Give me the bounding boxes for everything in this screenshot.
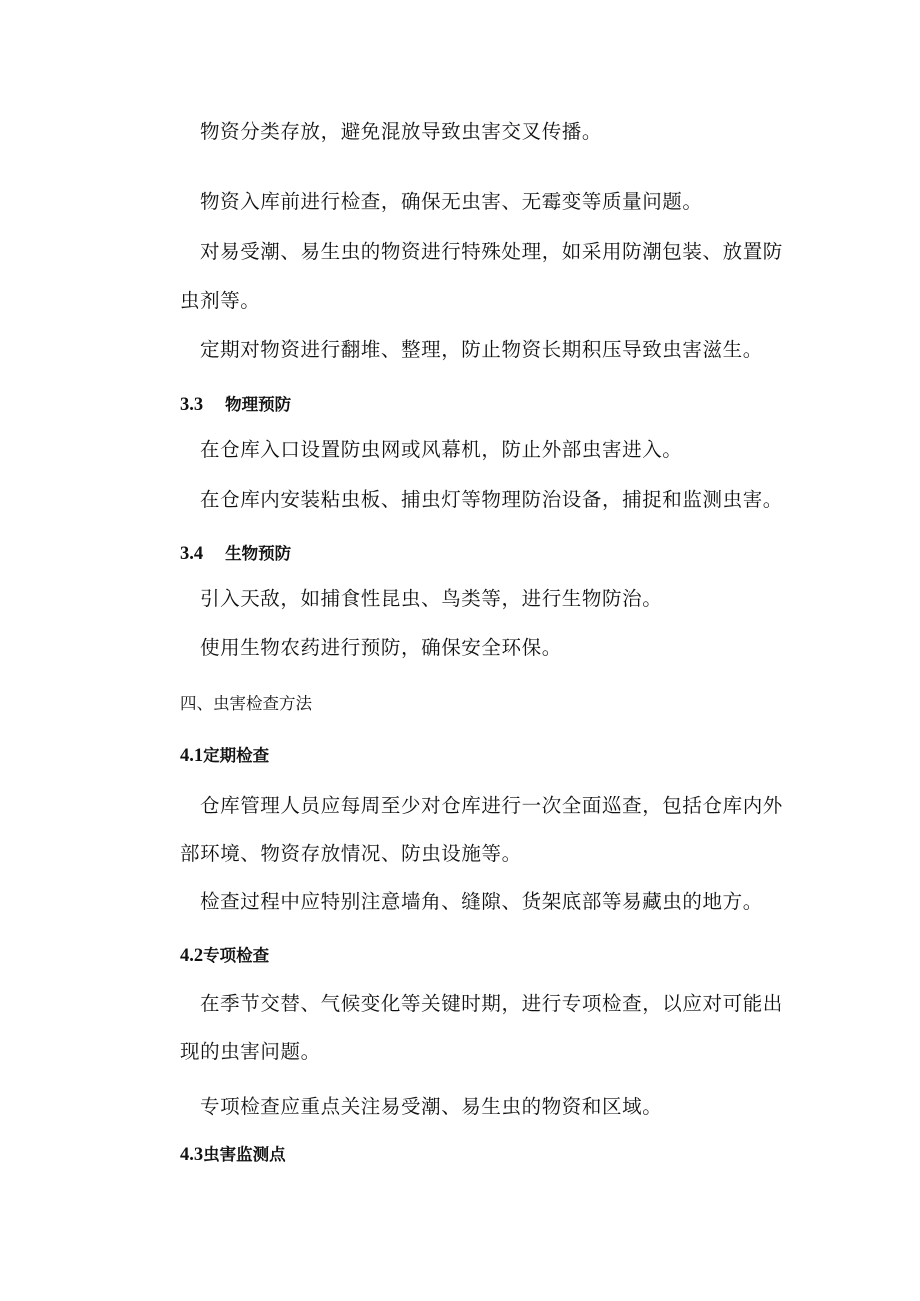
section-heading-4-3 [180, 1144, 286, 1166]
paragraph-line: 专项检查应重点关注易受潮、易生虫的物资和区域。 [200, 1095, 663, 1118]
paragraph-line: 部环境、物资存放情况、防虫设施等。 [180, 842, 522, 865]
chapter-heading: 四、虫害检查方法 [180, 694, 312, 713]
paragraph-line: 引入天敌，如捕食性昆虫、鸟类等，进行生物防治。 [200, 587, 663, 610]
paragraph-line: 检查过程中应特别注意墙角、缝隙、货架底部等易藏虫的地方。 [200, 890, 763, 913]
section-number: 4.3 [180, 1145, 204, 1165]
section-title: 物理预防 [225, 395, 292, 414]
section-title: 专项检查 [203, 946, 270, 965]
paragraph-line: 仓库管理人员应每周至少对仓库进行一次全面巡查，包括仓库内外 [200, 794, 783, 817]
paragraph-line: 在仓库入口设置防虫网或风幕机，防止外部虫害进入。 [200, 438, 683, 461]
section-number: 4.2 [180, 946, 204, 966]
section-number: 4.1 [180, 746, 204, 766]
section-number: 3.4 [180, 544, 204, 564]
section-heading-3-3 [180, 394, 291, 416]
paragraph-line: 定期对物资进行翻堆、整理，防止物资长期积压导致虫害滋生。 [200, 338, 763, 361]
paragraph-line: 使用生物农药进行预防，确保安全环保。 [200, 636, 562, 659]
section-heading-4-1 [180, 745, 269, 767]
section-title: 虫害监测点 [203, 1145, 286, 1164]
paragraph-line: 现的虫害问题。 [180, 1040, 321, 1063]
section-title: 生物预防 [225, 544, 292, 563]
paragraph-line: 虫剂等。 [180, 289, 261, 312]
section-heading-3-4 [180, 543, 291, 565]
paragraph-line: 对易受潮、易生虫的物资进行特殊处理，如采用防潮包装、放置防 [200, 240, 783, 263]
paragraph-line: 物资分类存放，避免混放导致虫害交叉传播。 [200, 120, 603, 143]
paragraph-line: 在仓库内安装粘虫板、捕虫灯等物理防治设备，捕捉和监测虫害。 [200, 488, 783, 511]
paragraph-line: 在季节交替、气候变化等关键时期，进行专项检查，以应对可能出 [200, 992, 783, 1015]
paragraph-line: 物资入库前进行检查，确保无虫害、无霉变等质量问题。 [200, 190, 703, 213]
section-number: 3.3 [180, 395, 204, 415]
section-heading-4-2 [180, 945, 269, 967]
section-title: 定期检查 [203, 746, 270, 765]
